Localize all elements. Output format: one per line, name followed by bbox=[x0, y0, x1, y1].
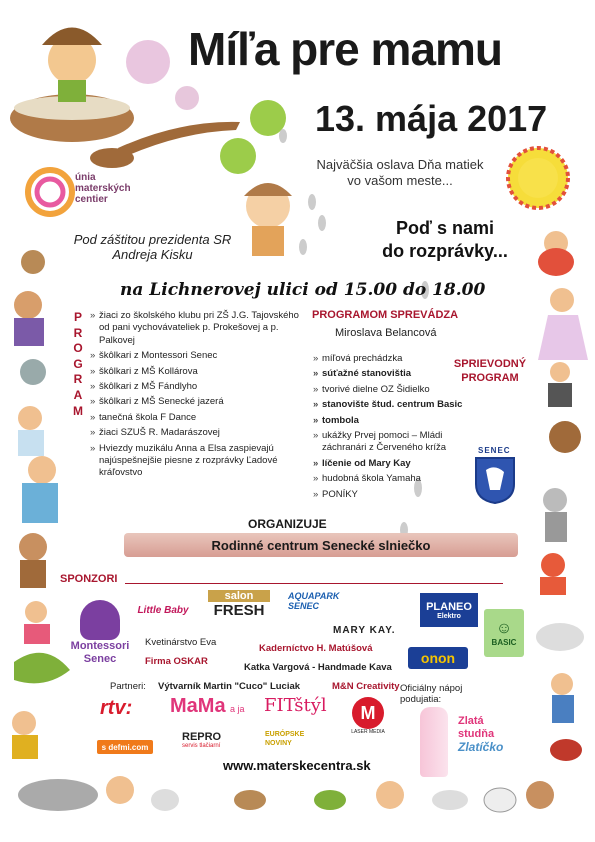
program-item: » škôlkari z MŠ Senecké jazerá bbox=[90, 396, 305, 408]
little-baby-label: Little Baby bbox=[137, 604, 189, 616]
europske-noviny-logo: EURÓPSKE NOVINY bbox=[265, 731, 305, 747]
senec-coat-of-arms-icon bbox=[474, 456, 516, 504]
side-program-line-1: SPRIEVODNÝ bbox=[453, 358, 527, 370]
program-vertical-letter: A bbox=[73, 387, 83, 402]
side-program-item: » ukážky Prvej pomoci – Mládi záchranári z Červeného kríža bbox=[313, 430, 463, 455]
sdefmi-label: s defmi.com bbox=[101, 742, 149, 752]
official-drink-line-2: podujatia: bbox=[400, 694, 442, 705]
fresh-label: FRESH bbox=[213, 602, 265, 619]
program-item: » škôlkari z MŠ Fándlyho bbox=[90, 381, 305, 393]
tagline-line-1: Najväčšia oslava Dňa matiek bbox=[316, 157, 484, 172]
sponsors-divider bbox=[125, 583, 503, 584]
laser-media-icon: M bbox=[352, 697, 384, 729]
mama-label: MaMa bbox=[170, 695, 226, 717]
water-bottle-icon bbox=[420, 707, 448, 777]
side-program-item: » líčenie od Mary Kay bbox=[313, 458, 463, 470]
program-vertical-letter: G bbox=[73, 356, 83, 371]
planeo-label: PLANEO bbox=[426, 600, 472, 613]
host-name: Miroslava Belancová bbox=[335, 327, 437, 339]
side-program-item: » PONÍKY bbox=[313, 489, 463, 501]
program-vertical-letter: R bbox=[73, 325, 83, 340]
program-vertical-letter: O bbox=[73, 341, 83, 356]
program-list-left bbox=[90, 310, 305, 483]
laser-media-label: LASER MEDIA bbox=[351, 729, 385, 735]
zlata-studna-logo bbox=[458, 715, 503, 754]
basic-face-icon: ☺ bbox=[495, 619, 513, 637]
event-place-time: na Lichnerovej ulici od 15.00 do 18.00 bbox=[120, 280, 486, 300]
planeo-logo bbox=[420, 593, 478, 627]
side-program-line-2: PROGRAM bbox=[461, 372, 519, 384]
sponsor-kvetinarstvo: Kvetinárstvo Eva bbox=[145, 637, 217, 648]
senec-label: SENEC bbox=[478, 446, 511, 455]
zlata-line-2: studňa bbox=[458, 728, 495, 740]
umc-line-3: centier bbox=[75, 194, 108, 205]
sponsor-marykay: MARY KAY. bbox=[333, 625, 396, 636]
program-item: » žiaci SZUŠ R. Madarászovej bbox=[90, 427, 305, 439]
page-title: Míľa pre mamu bbox=[188, 23, 503, 75]
repro-label: REPRO bbox=[182, 731, 222, 743]
basic-logo bbox=[484, 609, 524, 657]
zlaticko-label: Zlatíčko bbox=[458, 740, 504, 754]
side-program-item: » míľová prechádzka bbox=[313, 353, 463, 365]
slogan-line-1: Poď s nami bbox=[396, 218, 494, 238]
repro-logo bbox=[182, 731, 221, 749]
program-item: » škôlkari z Montessori Senec bbox=[90, 350, 305, 362]
onon-label: onon bbox=[420, 650, 456, 666]
organizer-name: Rodinné centrum Senecké slniečko bbox=[211, 538, 431, 553]
salon-label: salon bbox=[208, 590, 270, 602]
patron-line-2: Andreja Kisku bbox=[112, 247, 193, 262]
onon-logo bbox=[408, 647, 468, 669]
sponsor-oskar: Firma OSKAR bbox=[145, 656, 208, 667]
program-vertical-label bbox=[71, 310, 85, 419]
program-item: » žiaci zo školského klubu pri ZŠ J.G. Tajovského od pani vychovávateliek p. Prokešovej a p. Palkovej bbox=[90, 310, 305, 347]
event-date: 13. mája 2017 bbox=[315, 98, 548, 139]
sponsors-heading: SPONZORI bbox=[60, 573, 118, 585]
tagline-line-2: vo vašom meste... bbox=[347, 173, 453, 188]
side-program-item: » hudobná škola Yamaha bbox=[313, 473, 463, 485]
umc-line-2: materských bbox=[75, 183, 131, 194]
patron-line-1: Pod záštitou prezidenta SR bbox=[73, 232, 232, 247]
fitstyl-logo: FITštýl bbox=[264, 695, 327, 716]
partners-label: Partneri: bbox=[110, 681, 146, 692]
montessori-figure-icon bbox=[80, 600, 120, 640]
side-program-item: » tvorivé dielne OZ Šidielko bbox=[313, 384, 463, 396]
aquapark-logo bbox=[288, 592, 354, 610]
rtv-logo: rtv: bbox=[100, 697, 133, 719]
program-list-right bbox=[313, 353, 463, 504]
patronage bbox=[55, 232, 250, 262]
program-vertical-letter: R bbox=[73, 372, 83, 387]
side-program-item: » tombola bbox=[313, 415, 463, 427]
official-drink-line-1: Oficiálny nápoj bbox=[400, 683, 463, 694]
sdefmi-logo bbox=[97, 740, 153, 754]
mama-logo bbox=[170, 695, 245, 718]
planeo-sub-label: Elektro bbox=[437, 612, 461, 620]
umc-logo-text bbox=[75, 172, 131, 205]
program-item: » tanečná škola F Dance bbox=[90, 412, 305, 424]
sponsor-katka: Katka Vargová - Handmade Kava bbox=[244, 662, 392, 673]
aquapark-label: AQUAPARK SENEC bbox=[288, 591, 340, 611]
montessori-logo bbox=[60, 600, 140, 666]
sponsor-vytvarnik: Výtvarník Martin "Cuco" Luciak bbox=[158, 681, 301, 692]
laser-media-logo bbox=[350, 697, 386, 735]
little-baby-logo bbox=[133, 592, 193, 628]
umc-line-1: únia bbox=[75, 172, 96, 183]
program-vertical-letter: P bbox=[73, 310, 82, 324]
host-heading: PROGRAMOM SPREVÁDZA bbox=[312, 309, 459, 321]
mama-sub-label: a ja bbox=[230, 704, 245, 714]
sponsor-mn-creativity: M&N Creativity bbox=[332, 681, 400, 692]
program-item: » škôlkari z MŠ Kollárova bbox=[90, 366, 305, 378]
slogan-line-2: do rozprávky... bbox=[382, 241, 508, 261]
zlata-line-1: Zlatá bbox=[458, 715, 484, 727]
sponsor-kadernictvo: Kaderníctvo H. Matúšová bbox=[259, 643, 373, 654]
montessori-label: Montessori Senec bbox=[70, 640, 130, 665]
tagline bbox=[300, 157, 500, 189]
side-program-item: » stanovište štud. centrum Basic bbox=[313, 399, 463, 411]
slogan bbox=[345, 217, 545, 263]
website-url: www.materskecentra.sk bbox=[223, 758, 371, 773]
program-item: » Hviezdy muzikálu Anna a Elsa zaspievajú najúspešnejšie piesne z rozprávky Ľadové kráľovstvo bbox=[90, 443, 305, 480]
repro-sub-label: servis tlačiarní bbox=[182, 743, 221, 749]
side-program-item: » súťažné stanovištia bbox=[313, 368, 463, 380]
program-vertical-letter: M bbox=[73, 403, 83, 418]
organizer-heading: ORGANIZUJE bbox=[248, 517, 327, 531]
salon-fresh-logo bbox=[208, 590, 270, 626]
basic-label: BASIC bbox=[491, 637, 517, 647]
official-drink-label bbox=[400, 683, 462, 705]
